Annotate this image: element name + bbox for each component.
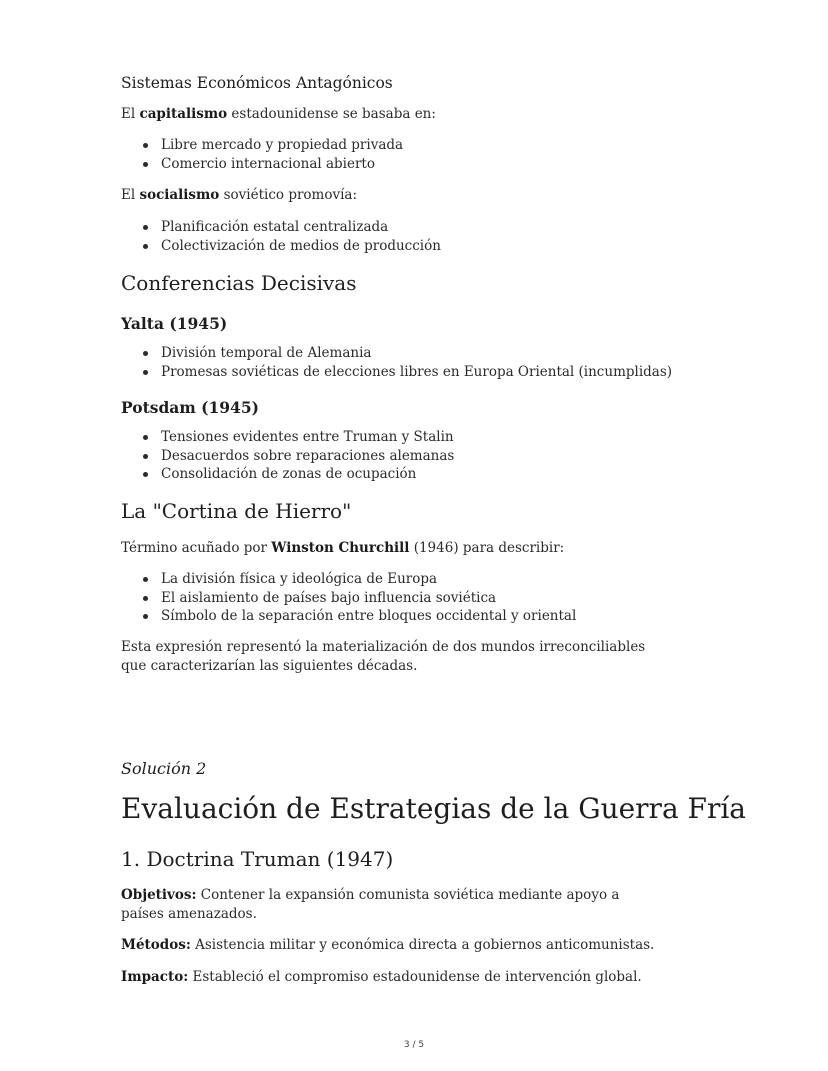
list-item: Símbolo de la separación entre bloques occidental y oriental	[121, 607, 576, 626]
list-item: Consolidación de zonas de ocupación	[121, 465, 454, 484]
list-item: Comercio internacional abierto	[121, 155, 403, 174]
section-heading-iron-curtain: La "Cortina de Hierro"	[121, 499, 352, 523]
list-item: Libre mercado y propiedad privada	[121, 136, 403, 155]
list-item: Colectivización de medios de producción	[121, 237, 441, 256]
methods-paragraph: Métodos: Asistencia militar y económica directa a gobiernos anticomunistas.	[121, 937, 655, 953]
list-item: La división física y ideológica de Europa	[121, 570, 576, 589]
list-item: Promesas soviéticas de elecciones libres en Europa Oriental (incumplidas)	[121, 363, 672, 382]
page-title: Evaluación de Estrategias de la Guerra Fría	[121, 792, 746, 825]
page-number: 3 / 5	[403, 1040, 425, 1050]
socialism-list	[121, 218, 441, 255]
yalta-list	[121, 344, 672, 381]
list-item: El aislamiento de países bajo influencia soviética	[121, 589, 576, 608]
subheading-yalta: Yalta (1945)	[121, 314, 228, 333]
objectives-paragraph: Objetivos: Contener la expansión comunista soviética mediante apoyo a países amenazados.	[121, 887, 620, 922]
section-heading-conferences: Conferencias Decisivas	[121, 271, 357, 295]
list-item: Desacuerdos sobre reparaciones alemanas	[121, 447, 454, 466]
list-item: Planificación estatal centralizada	[121, 218, 441, 237]
iron-curtain-closing: Esta expresión representó la materialización de dos mundos irreconciliables que caracterizarían las siguientes décadas.	[121, 639, 646, 674]
capitalism-list	[121, 136, 403, 173]
list-item: División temporal de Alemania	[121, 344, 672, 363]
capitalism-intro: El capitalismo estadounidense se basaba en:	[121, 106, 436, 122]
iron-curtain-intro: Término acuñado por Winston Churchill (1946) para describir:	[121, 540, 565, 556]
potsdam-list	[121, 428, 454, 484]
impact-paragraph: Impacto: Estableció el compromiso estadounidense de intervención global.	[121, 969, 642, 985]
iron-curtain-list	[121, 570, 576, 626]
socialism-intro: El socialismo soviético promovía:	[121, 187, 358, 203]
list-item: Tensiones evidentes entre Truman y Stalin	[121, 428, 454, 447]
subheading-truman-doctrine: 1. Doctrina Truman (1947)	[121, 847, 394, 871]
subheading-potsdam: Potsdam (1945)	[121, 398, 259, 417]
section-heading-economic-systems: Sistemas Económicos Antagónicos	[121, 74, 393, 92]
solution-label: Solución 2	[121, 759, 207, 778]
